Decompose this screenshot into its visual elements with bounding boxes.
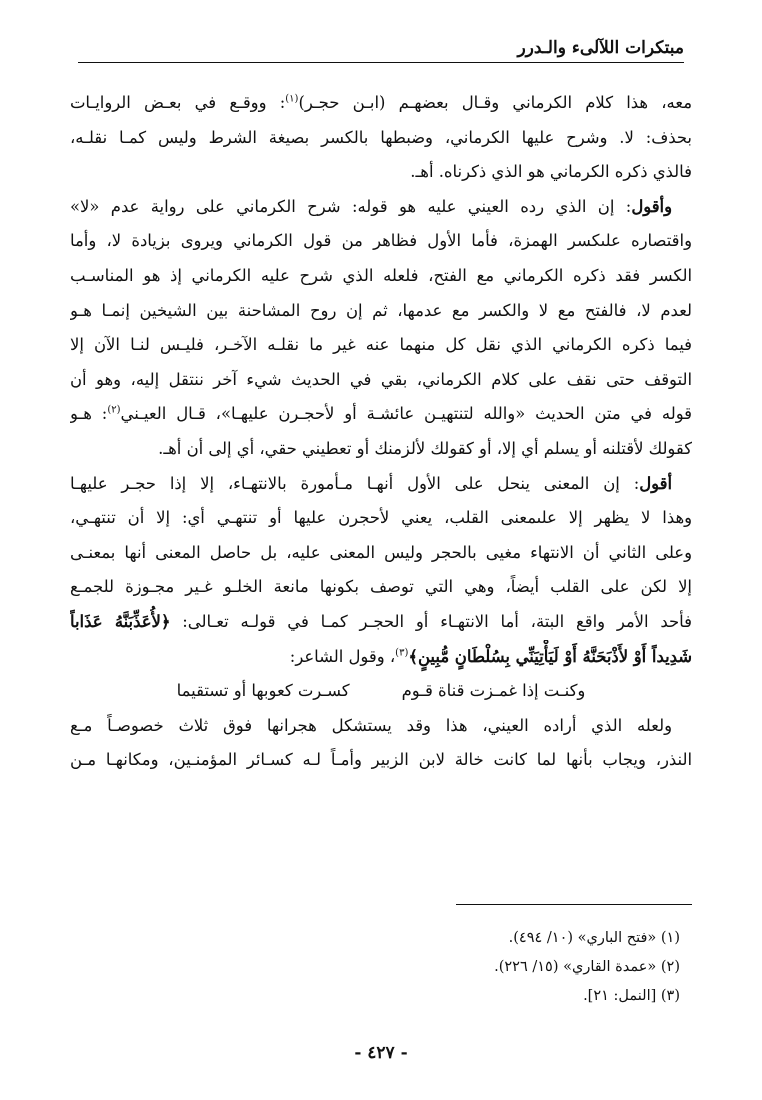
footnote-divider	[456, 904, 692, 905]
text-line	[70, 640, 692, 675]
text-line: التوقف حتى نقف على كلام الكرماني، بقي في الحديث شيء آخر ننتقل إليه، وهو أن	[70, 369, 692, 389]
verse-second-hemistich: كسـرت كعوبها أو تستقيما	[176, 681, 350, 701]
text-line: إلا لكن على القلب أيضاً، وهي التي توصف بكونها مانعة الخلـو غـير مجـوزة للجمـع	[70, 577, 692, 597]
text-line: كقولك لأقتلنه أو يسلم أي إلا، أو كقولك لألزمنك أو تعطيني حقي، أي إلى أن أهـ.	[158, 438, 692, 458]
footnote-ref: (١)	[285, 93, 299, 105]
text-line	[70, 397, 692, 432]
page-number: - ٤٢٧ -	[354, 1043, 408, 1063]
text-line: بحذف: لا. وشرح عليها الكرماني، وضبطها بالكسر بصيغة الشرط وليس كمـا نقلـه،	[70, 127, 692, 147]
text-segment: : إن المعنى ينحل على الأول أنهـا مـأمورة بالانتهـاء، إلا إذا حجـر عليهـا	[70, 473, 640, 493]
footnote: (٣) [النمل: ٢١].	[583, 988, 680, 1004]
paragraph-lead: وأقول	[631, 196, 672, 216]
text-line: لعدم لا، فالفتح مع لا والكسر مع عدمها، ثم إن روح المشاحنة بين الشيخين إنمـا هـو	[70, 300, 692, 320]
text-segment: معه، هذا كلام الكرماني وقـال بعضهـم (ابـن حجـر)	[298, 93, 692, 112]
footnote-ref: (٣)	[395, 647, 409, 659]
text-segment: : إن الذي رده العيني عليه هو قوله: شرح الكرماني على رواية عدم «لا»	[70, 196, 632, 216]
footnote: (١) «فتح الباري» (١٠/ ٤٩٤).	[508, 930, 680, 946]
quran-verse: شَدِيداً أَوْ لأَذْبَحَنَّهُ أَوْ لَيَأْتِيَنِّي بِسُلْطَانٍ مُّبِينٍ﴾	[408, 646, 692, 666]
text-segment: ، وقول الشاعر:	[289, 646, 396, 666]
text-segment: قوله في متن الحديث «والله لتنتهيـن عائشـة أو لأحجـرن عليهـا»، قـال العيـني	[120, 404, 692, 424]
text-line: وعلى الثاني أن الانتهاء مغيى بالحجر وليس المعنى عليه، بل حاصل المعنى أنها بمعنـى	[70, 542, 692, 562]
text-segment: : هـو	[70, 404, 108, 424]
text-segment: فأحد الأمر واقع البتة، أما الانتهـاء أو الحجـر كمـا في قولـه تعـالى:	[170, 611, 692, 631]
text-line	[70, 467, 692, 502]
text-line	[70, 190, 692, 225]
footnote: (٢) «عمدة القاري» (١٥/ ٢٢٦).	[494, 959, 680, 975]
poetry-verse	[70, 674, 692, 709]
text-line: وهذا لا يظهر إلا علىمعنى القلب، يعني لأحجرن عليها أو تنتهـي أي: إلا أن تنتهـي،	[70, 508, 692, 528]
text-line: ولعله الذي أراده العيني، هذا وقد يستشكل هجرانها فوق ثلاث خصوصـاً مـع	[70, 715, 672, 735]
text-line	[70, 605, 692, 640]
paragraph-lead: أقول	[639, 473, 672, 493]
main-text	[70, 86, 692, 778]
footnotes	[70, 924, 680, 1011]
text-line: واقتصاره علىكسر الهمزة، فأما الأول فظاهر من قول الكرماني ويروى بزيادة لا، وأما	[70, 231, 692, 251]
text-line: النذر، ويجاب بأنها لما كانت خالة لابن الزبير وأمـاً لـه كسـائر المؤمنـين، ومكانهـا مـن	[70, 750, 692, 770]
header-title: مبتكرات اللآلىء والـدرر	[517, 38, 684, 58]
verse-first-hemistich: وكنـت إذا غمـزت قناة قـوم	[401, 681, 586, 701]
text-segment: : ووقـع في بعـض الروايـات	[70, 93, 286, 112]
text-line: الكسر فقد ذكره الكرماني مع الفتح، فلعله الذي شرح عليه الكرماني إذ هو المناسـب	[70, 265, 692, 285]
text-line: فالذي ذكره الكرماني هو الذي ذكرناه. أهـ.	[410, 162, 692, 182]
quran-verse: ﴿لأُعَذِّبَنَّهُ عَذَاباً	[70, 611, 171, 631]
footnote-ref: (٢)	[107, 404, 121, 416]
text-line: فيما ذكره الكرماني الذي نقل كل منهما عنه غير ما نقلـه الآخـر، فليـس لنـا الآن إلا	[70, 335, 692, 355]
running-header	[78, 26, 684, 63]
text-line	[70, 86, 692, 121]
